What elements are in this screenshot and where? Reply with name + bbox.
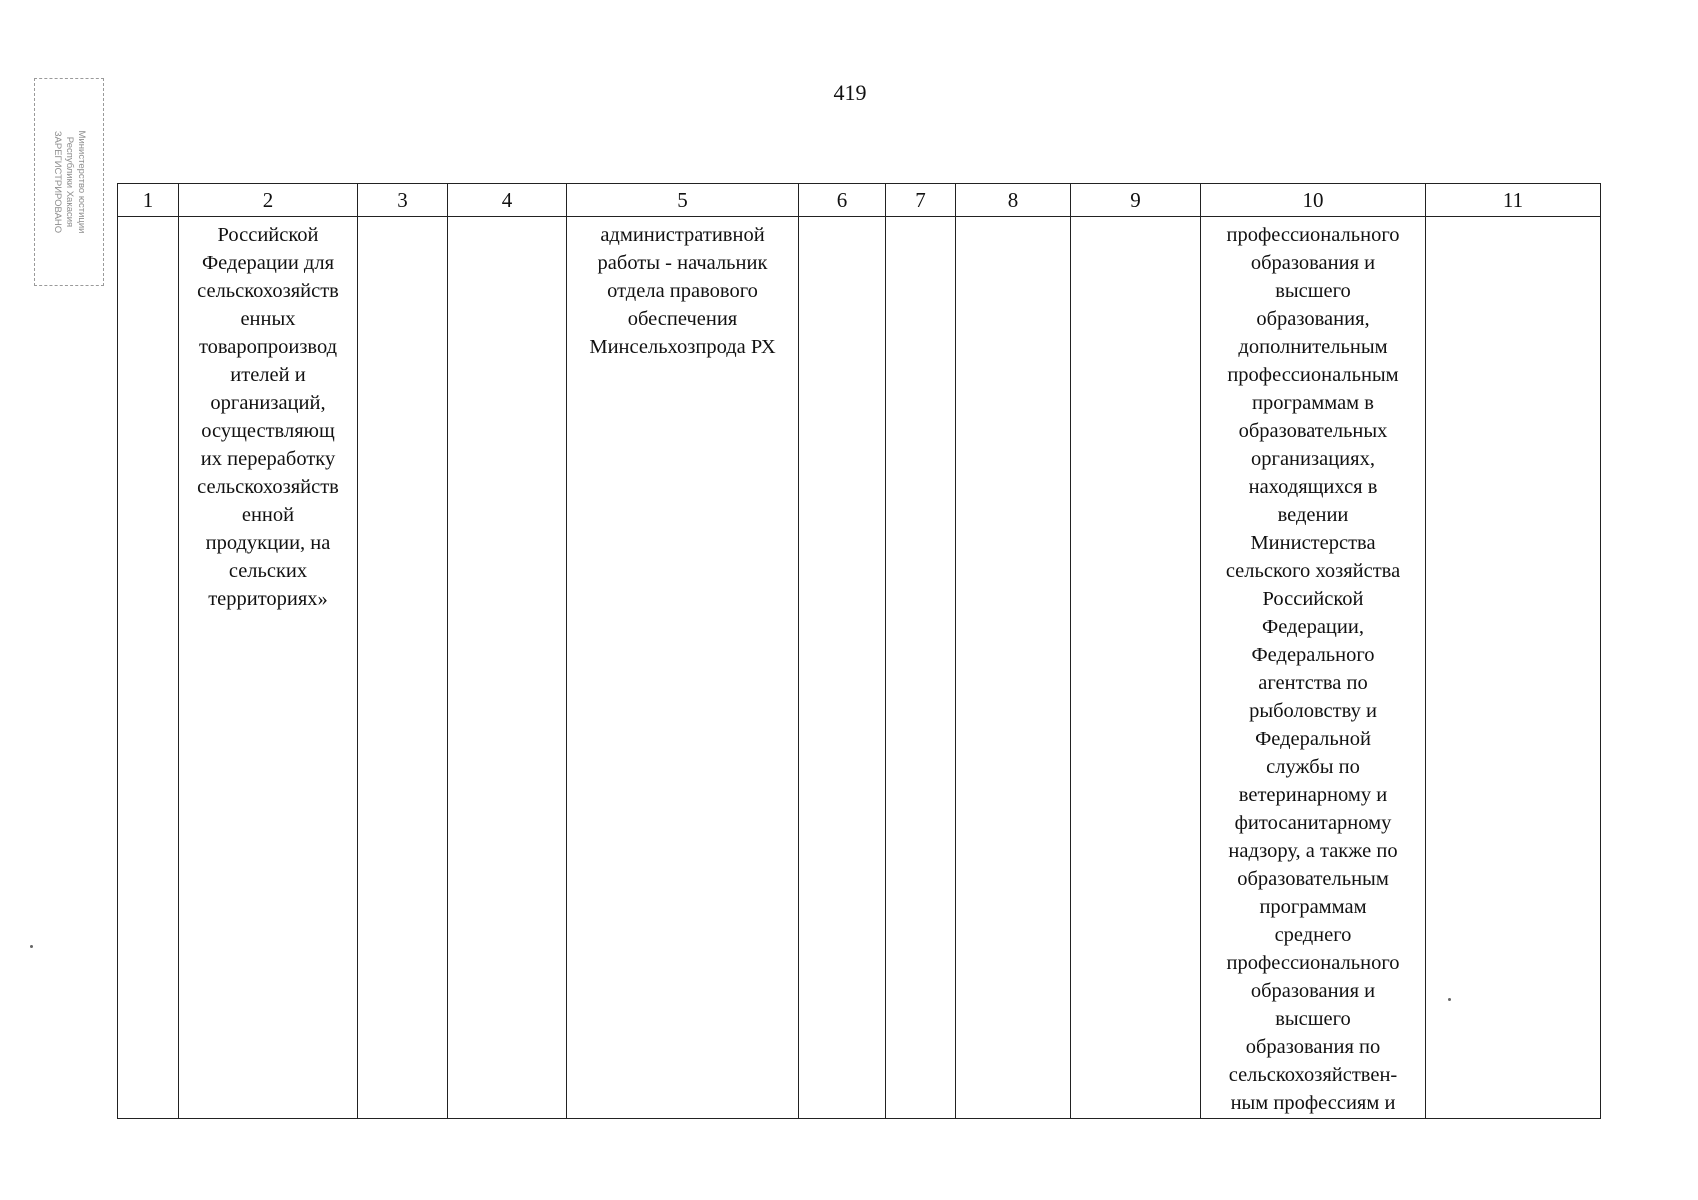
cell-col-2 [179, 217, 358, 1119]
header-col-4: 4 [448, 184, 567, 217]
cell-col-10 [1201, 217, 1426, 1119]
data-table [117, 183, 1601, 1119]
cell-col-5 [567, 217, 799, 1119]
header-col-9: 9 [1071, 184, 1201, 217]
header-col-6: 6 [799, 184, 886, 217]
stamp-line-1: Министерство юстиции [76, 130, 87, 234]
cell-col-11 [1426, 217, 1601, 1119]
table-header-row [118, 184, 1601, 217]
header-col-8: 8 [956, 184, 1071, 217]
stamp-line-2: Республики Хакасия [64, 136, 75, 228]
cell-text: профессионального образования и высшего образования, дополнительным профессиональным программам в образовательных организациях, находящихся в ведении Министерства сельского хозяйства Российской Федерации, Федерального агентства по рыболовству и Федеральной службы по ветеринарному и фитосанитарному надзору, а также по образовательным программам среднего профессионального образования и высшего образования по сельскохозяйствен- ным профессиям и [1225, 224, 1401, 1114]
header-col-7: 7 [886, 184, 956, 217]
cell-col-8 [956, 217, 1071, 1119]
page-number: 419 [833, 80, 867, 105]
cell-text: административной работы - начальник отдела правового обеспечения Минсельхозпрода РХ [589, 224, 776, 358]
table-row [118, 217, 1601, 1119]
header-col-1: 1 [118, 184, 179, 217]
cell-col-7 [886, 217, 956, 1119]
header-col-2: 2 [179, 184, 358, 217]
header-col-10: 10 [1201, 184, 1426, 217]
cell-col-1 [118, 217, 179, 1119]
cell-col-6 [799, 217, 886, 1119]
cell-col-4 [448, 217, 567, 1119]
scan-speck [30, 945, 33, 948]
stamp-line-3: ЗАРЕГИСТРИРОВАНО [52, 130, 63, 234]
registration-stamp [34, 78, 104, 286]
cell-col-9 [1071, 217, 1201, 1119]
header-col-11: 11 [1426, 184, 1601, 217]
header-col-3: 3 [358, 184, 448, 217]
cell-text: Российской Федерации для сельскохозяйств енных товаропроизвод ителей и организаций, осуществляющ их переработку сельскохозяйств енной продукции, на сельских территориях» [197, 224, 339, 610]
header-col-5: 5 [567, 184, 799, 217]
registration-stamp-text [51, 82, 87, 282]
cell-col-3 [358, 217, 448, 1119]
